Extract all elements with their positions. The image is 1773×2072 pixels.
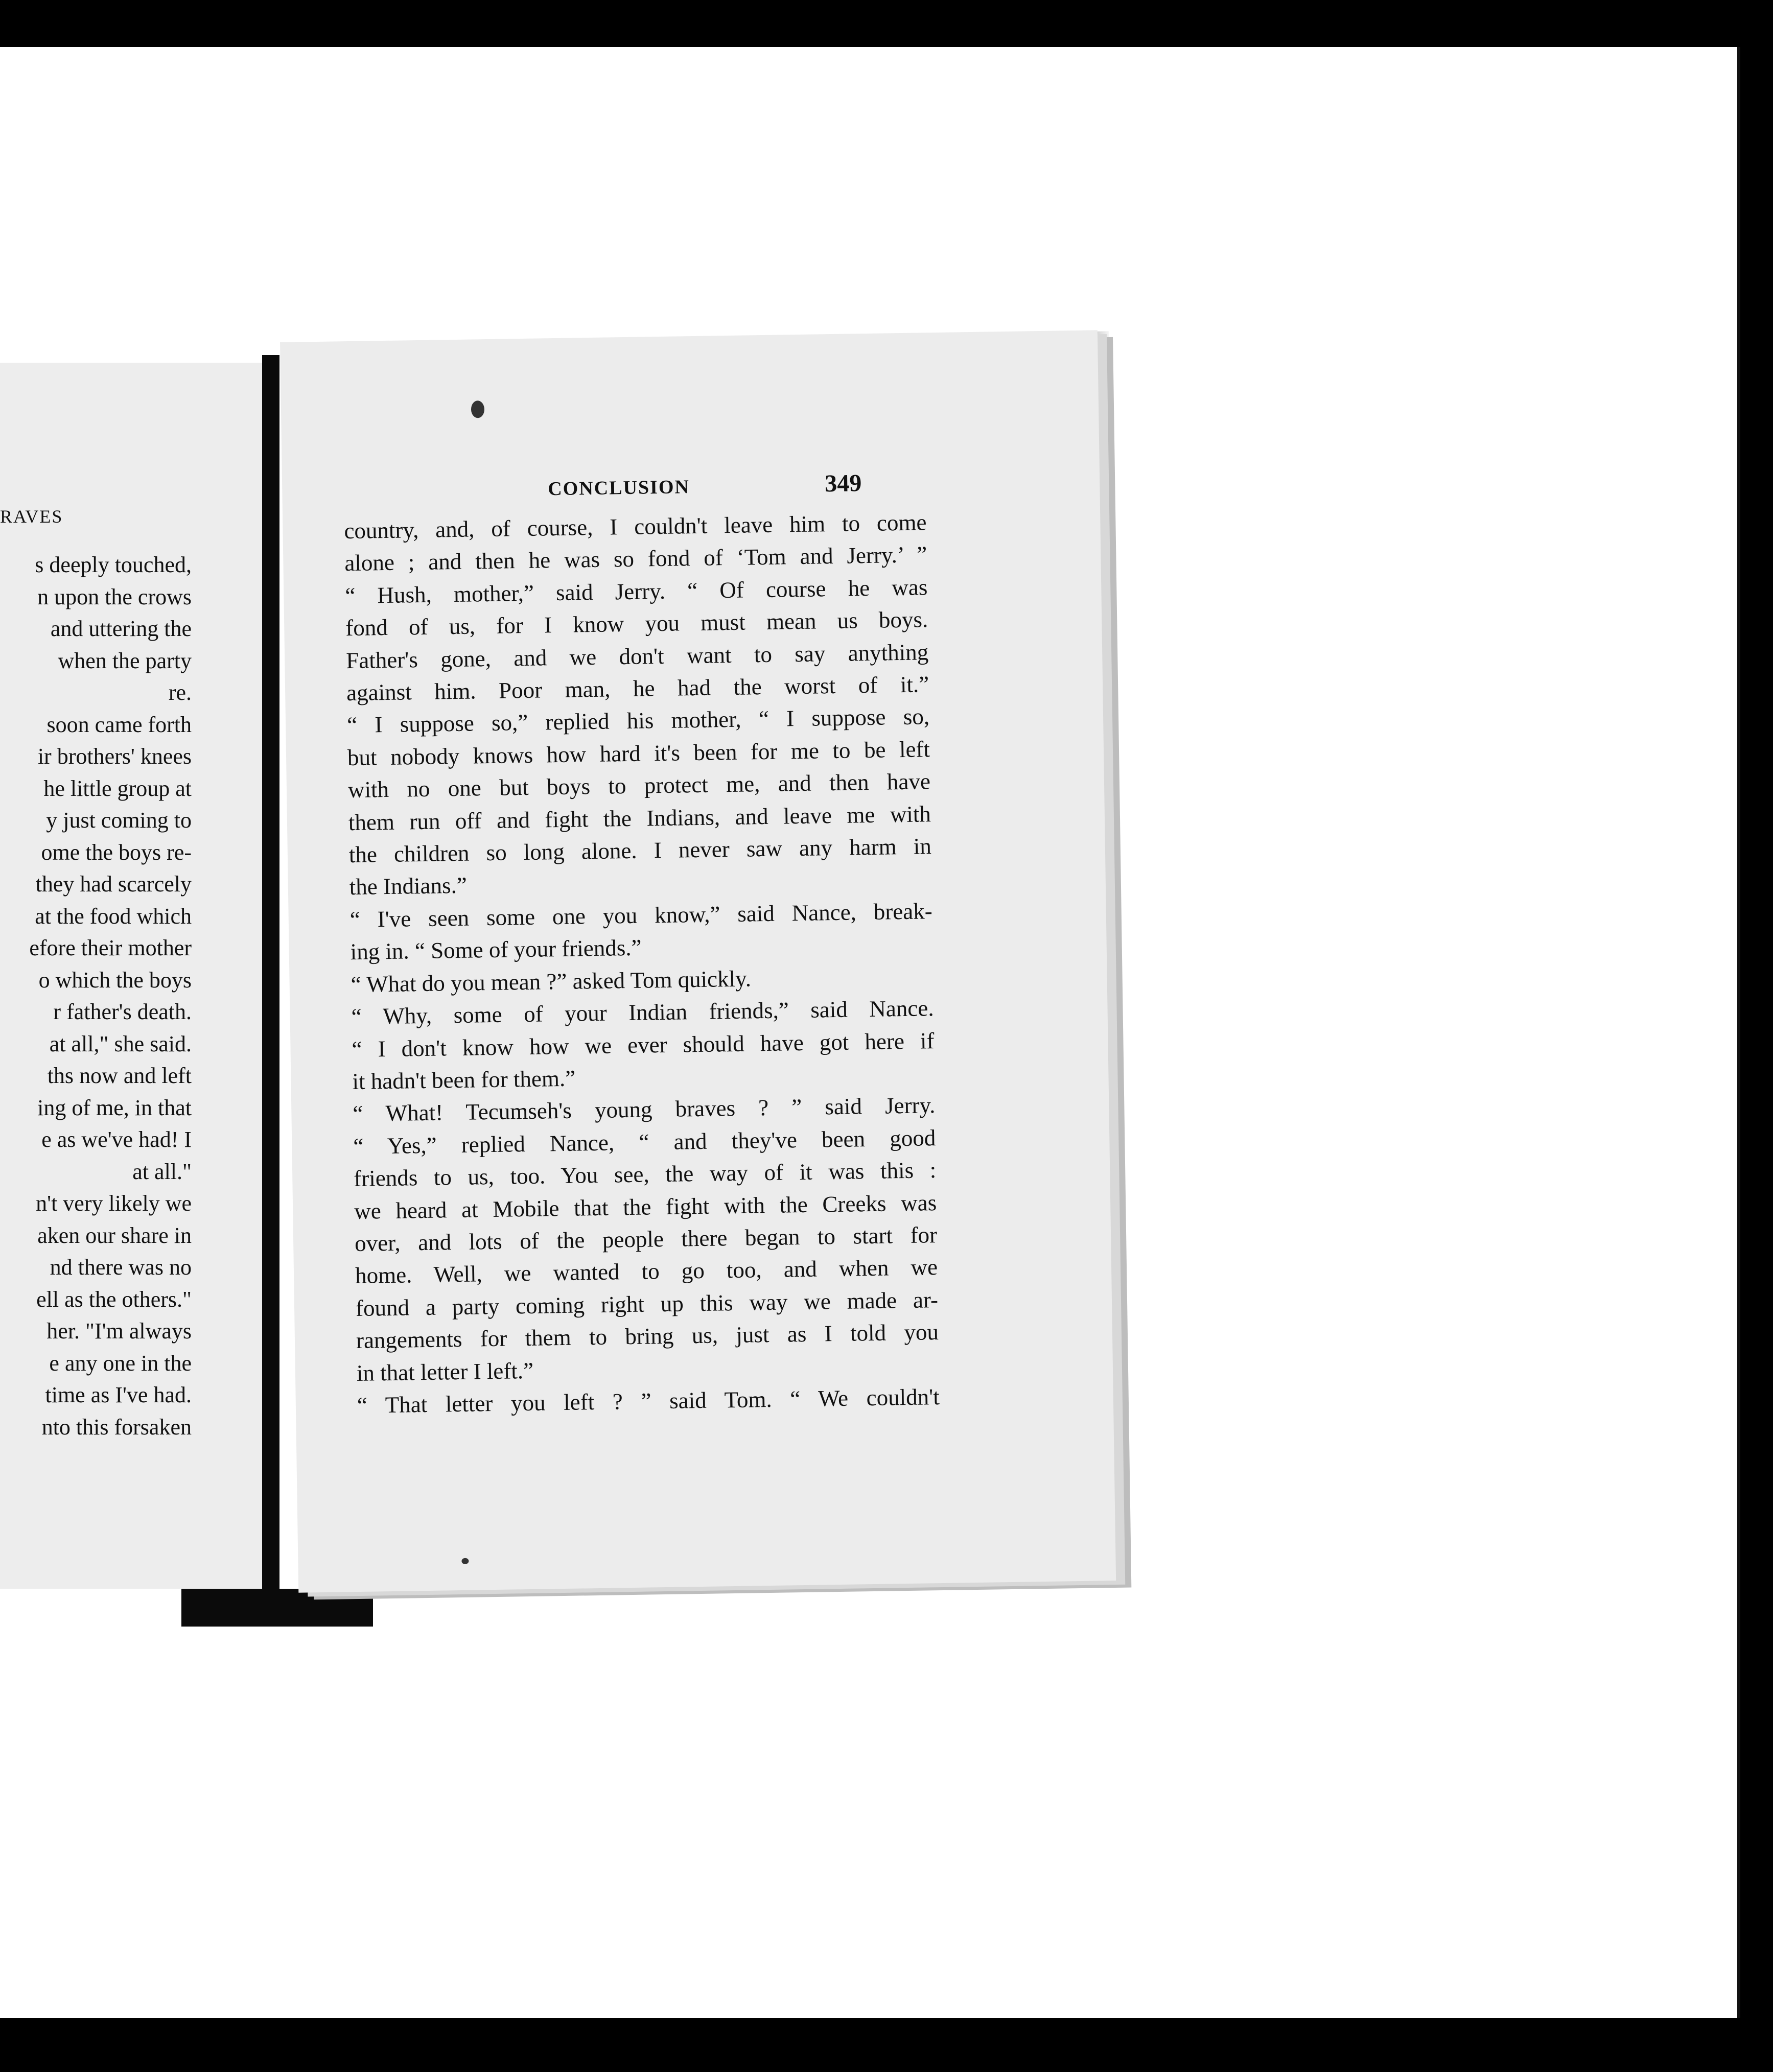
text-line: n't very likely we	[36, 1191, 192, 1216]
text-line: Father's gone, and we don't want to say anything	[345, 639, 929, 673]
text-line: when the party	[58, 648, 192, 673]
left-running-head: RAVES	[0, 506, 63, 527]
right-page	[280, 330, 1116, 1592]
page-header	[338, 468, 901, 507]
text-line: them run off and fight the Indians, and leave me with	[348, 800, 931, 835]
text-line: r father's death.	[53, 999, 192, 1024]
text-line: home. Well, we wanted to go too, and when we	[355, 1254, 938, 1289]
page-number: 349	[824, 469, 862, 498]
text-line: the Indians.”	[349, 873, 468, 900]
text-line: e as we've had! I	[41, 1127, 192, 1152]
text-line: ths now and left	[47, 1063, 192, 1088]
text-line: at all," she said.	[49, 1031, 192, 1056]
text-line: “ I suppose so,” replied his mother, “ I suppose so,	[346, 703, 930, 738]
text-line: efore their mother	[29, 935, 192, 960]
text-line: s deeply touched,	[35, 552, 192, 577]
text-line: “ I don't know how we ever should have got here if	[352, 1027, 935, 1062]
text-line: but nobody knows how hard it's been for me to be left	[347, 736, 930, 770]
text-line: “ I've seen some one you know,” said Nance, break-	[349, 898, 933, 932]
book-gutter	[262, 355, 279, 1591]
text-line: ing in. “ Some of your friends.”	[350, 934, 642, 965]
text-line: friends to us, too. You see, the way of it was this :	[353, 1157, 937, 1192]
text-line: they had scarcely	[35, 872, 192, 897]
text-line: “ What do you mean ?” asked Tom quickly.	[351, 966, 752, 997]
text-line: “ What! Tecumseh's young braves ? ” said Jerry.	[353, 1092, 936, 1127]
text-line: we heard at Mobile that the fight with the Creeks was	[354, 1189, 937, 1224]
text-line: against him. Poor man, he had the worst of it.”	[346, 671, 929, 706]
text-line: ome the boys re-	[41, 839, 192, 865]
text-line: in that letter I left.”	[356, 1357, 534, 1386]
page-body-text	[344, 506, 940, 1422]
text-line: rangements for them to bring us, just as I told you	[356, 1319, 939, 1354]
text-line: “ Why, some of your Indian friends,” said Nance.	[351, 995, 934, 1030]
text-line: e any one in the	[49, 1350, 192, 1376]
ink-spot	[461, 1558, 469, 1564]
running-head-title: CONCLUSION	[548, 476, 690, 500]
text-line: ing of me, in that	[37, 1095, 192, 1120]
scan-tab-marker	[181, 1589, 373, 1627]
left-page-text	[0, 549, 192, 1443]
text-line: ir brothers' knees	[37, 744, 192, 769]
text-line: soon came forth	[46, 712, 192, 737]
text-line: “ Hush, mother,” said Jerry. “ Of course he was	[345, 574, 928, 608]
text-line: “ Yes,” replied Nance, “ and they've been good	[353, 1124, 936, 1159]
scan-border-top	[0, 0, 1773, 47]
text-line: alone ; and then he was so fond of ‘Tom and Jerry.’ ”	[344, 541, 927, 576]
text-line: nd there was no	[50, 1255, 192, 1280]
text-line: found a party coming right up this way we made ar-	[355, 1286, 939, 1321]
text-line: aken our share in	[37, 1222, 192, 1248]
text-line: and uttering the	[50, 616, 192, 641]
left-facing-page	[0, 363, 273, 1589]
ink-spot	[471, 401, 485, 418]
text-line: re.	[168, 680, 192, 705]
text-line: o which the boys	[38, 967, 192, 993]
text-line: her. "I'm always	[46, 1318, 192, 1344]
text-line: y just coming to	[46, 808, 192, 833]
scan-border-bottom	[0, 2018, 1773, 2072]
text-line: nto this forsaken	[41, 1414, 192, 1440]
text-line: he little group at	[43, 775, 192, 801]
text-line: at all."	[132, 1159, 192, 1184]
text-line: “ That letter you left ? ” said Tom. “ We couldn't	[357, 1384, 940, 1418]
text-line: the children so long alone. I never saw any harm in	[348, 833, 932, 868]
text-line: it hadn't been for them.”	[352, 1065, 576, 1094]
text-line: time as I've had.	[45, 1382, 192, 1407]
text-line: ell as the others."	[36, 1286, 192, 1312]
text-line: over, and lots of the people there began to start for	[354, 1222, 938, 1256]
text-line: at the food which	[35, 903, 192, 929]
text-line: n upon the crows	[37, 584, 192, 609]
text-line: country, and, of course, I couldn't leave him to come	[344, 509, 927, 544]
text-line: fond of us, for I know you must mean us boys.	[345, 606, 928, 641]
text-line: with no one but boys to protect me, and then have	[347, 768, 931, 803]
